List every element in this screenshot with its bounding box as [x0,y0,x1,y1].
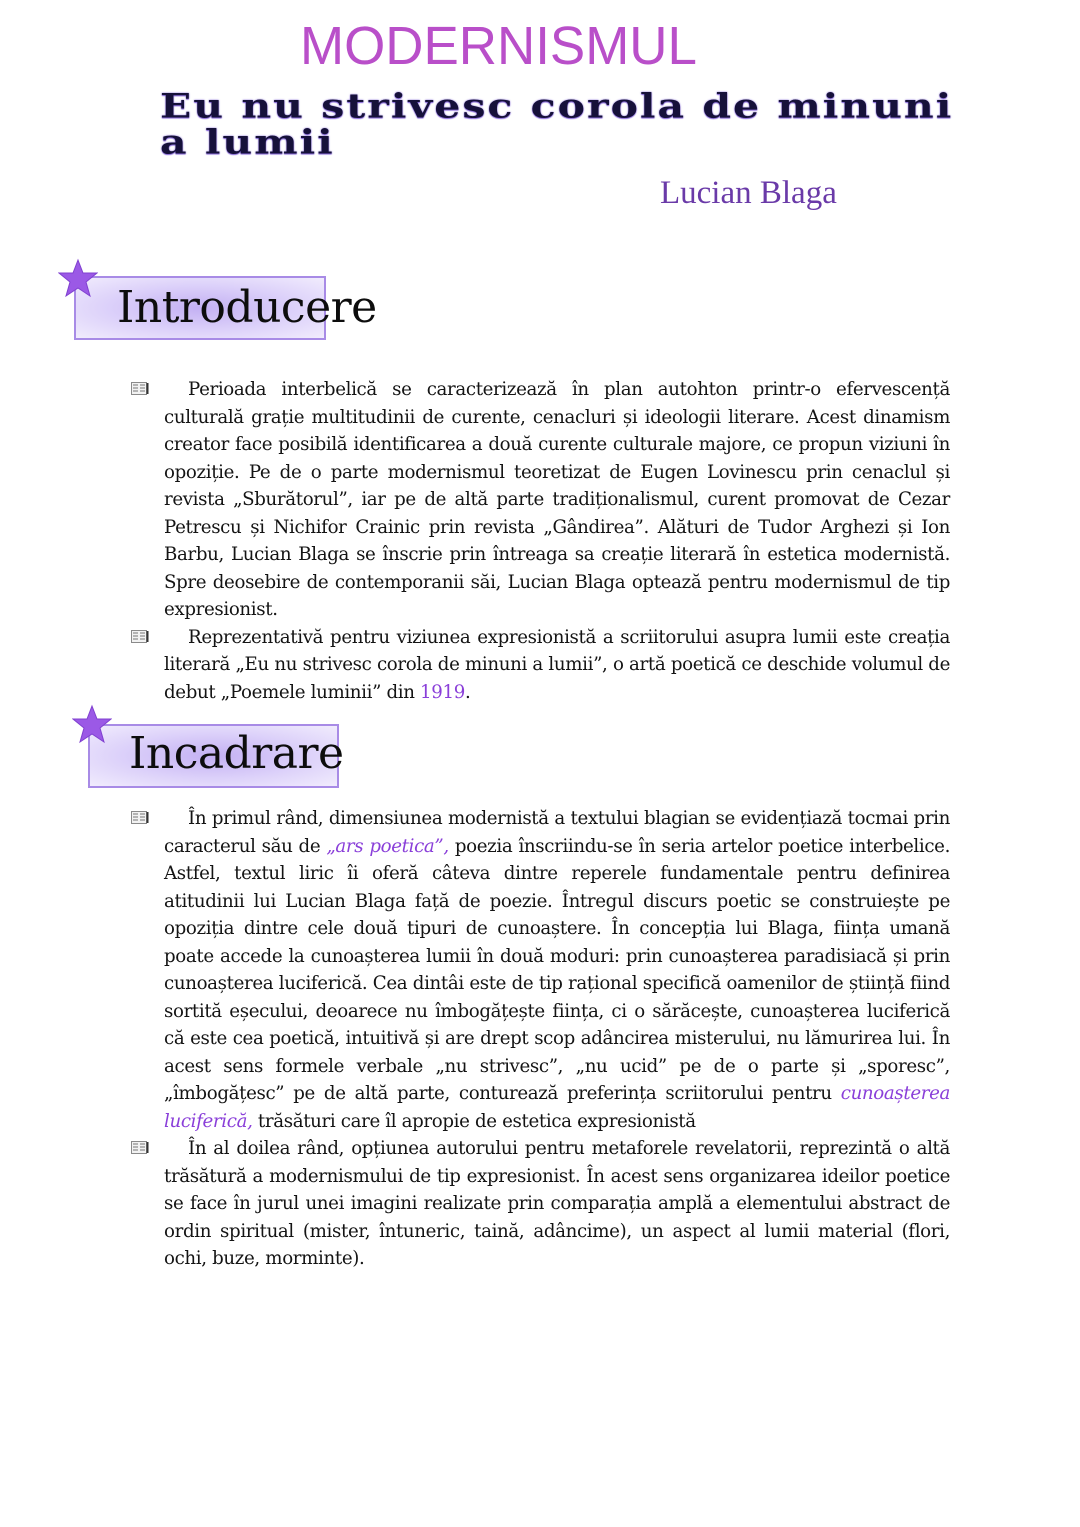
star-icon [58,258,98,298]
author-name: Lucian Blaga [660,175,837,211]
section-incadrare-content [164,805,950,1273]
section-heading-introducere [58,258,378,333]
poem-title: Eu nu strivesc corola de minuni a lumii [160,86,954,162]
section-heading-label: Incadrare [129,728,344,779]
star-icon [72,704,112,744]
paragraph-text-middle: poezia înscriindu-se în seria artelor poetice interbelice. Astfel, textul liric îi oferă câteva dintre reperele fundamentale pentru definirea atitudinii lui Lucian Blaga față de poezie. Întregul discurs poetic se construiește pe opoziția dintre cele două tipuri de cunoaștere. În concepția lui Blaga, ființa umană poate accede la cunoașterea lumii în două moduri: prin cunoașterea paradisiacă și prin cunoașterea luciferică. Cea dintâi este de tip rațional specifică oamenilor de știință fiind sortită eșecului, deoarece nu îmbogățește ființa, ci o sărăcește, cunoașterea luciferică că este cea poetică, intuitivă și are drept scop adâncirea misterului, nu lămurirea lui. În acest sens formele verbale „nu strivesc”, „nu ucid” pe de o parte și „sporesc”, „îmbogățesc” pe de altă parte, conturează preferința scriitorului pentru [164,835,951,1104]
paragraph-text-end: trăsături care îl apropie de estetica expresionistă [252,1110,696,1132]
paragraph [164,624,950,707]
book-bullet-icon [131,630,149,643]
ars-poetica-highlight: „ars poetica”, [326,835,449,857]
book-bullet-icon [131,811,149,824]
paragraph-text: Perioada interbelică se caracterizează în plan autohton printr-o efervescență culturală grație multitudinii de curente, cenacluri și ideologii literare. Acest dinamism creator face posibilă identificarea a două curente culturale majore, ce propun viziuni în opoziție. Pe de o parte modernismul teoretizat de Eugen Lovinescu prin cenaclul și revista „Sburătorul”, iar pe de altă parte tradiționalismul, curent promovat de Cezar Petrescu și Nichifor Crainic prin revista „Gândirea”. Alături de Tudor Arghezi și Ion Barbu, Lucian Blaga se înscrie prin întreaga sa creație literară în estetica modernistă. Spre deosebire de contemporanii săi, Lucian Blaga optează pentru modernismul de tip expresionist. [164,379,950,620]
section-heading-label: Introducere [117,282,377,333]
book-bullet-icon [131,1141,149,1154]
paragraph [164,1135,950,1273]
paragraph-text-end: . [464,681,471,703]
paragraph-text: În al doilea rând, opțiunea autorului pentru metaforele revelatorii, reprezintă o altă trăsătură a modernismului de tip expresionist. În acest sens organizarea ideilor poetice se face în jurul unei imagini realizate prin comparația amplă a elementului abstract de ordin spiritual (mister, întuneric, taină, adâncime), un aspect al lumii material (flori, ochi, buze, morminte). [164,1138,950,1269]
paragraph [164,376,950,624]
paragraph [164,805,950,1135]
section-introducere-content [164,376,950,706]
document-title: MODERNISMUL [300,16,697,76]
paragraph-text: Reprezentativă pentru viziunea expresionistă a scriitorului asupra lumii este creația literară „Eu nu strivesc corola de minuni a lumii”, o artă poetică ce deschide volumul de debut „Poemele luminii” din [164,626,950,703]
paragraph-text: În primul rând, dimensiunea modernistă a textului blagian se evidențiază tocmai prin caracterul său de [164,808,950,857]
cunoasterea-luciferica-highlight: cunoașterea luciferică, [164,1083,950,1132]
book-bullet-icon [131,382,149,395]
year-highlight: 1919 [420,681,465,703]
section-heading-incadrare [72,704,372,779]
